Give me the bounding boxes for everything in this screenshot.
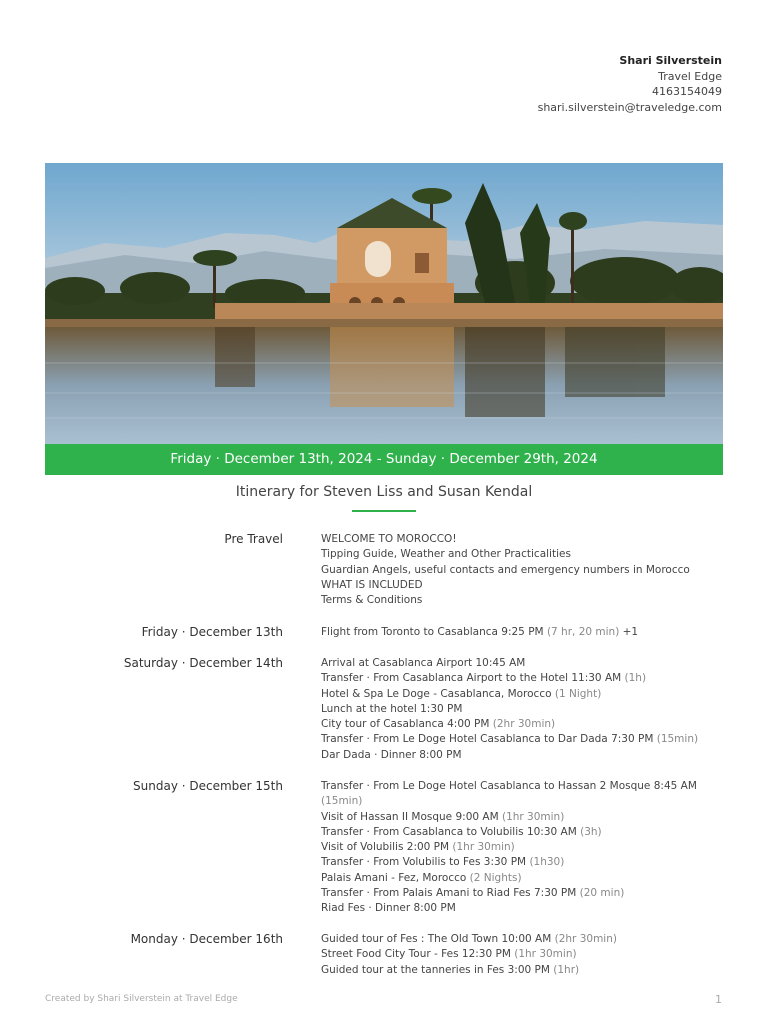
itinerary-item[interactable]: Palais Amani - Fez, Morocco (2 Nights) — [321, 871, 522, 884]
hero-illustration — [45, 163, 723, 444]
itinerary-item[interactable]: Transfer · From Casablanca to Volubilis 10:30 AM (3h) — [321, 825, 602, 838]
itinerary-item[interactable]: WHAT IS INCLUDED — [321, 578, 423, 591]
itinerary-item[interactable]: Guided tour of Fes : The Old Town 10:00 AM (2hr 30min) — [321, 933, 617, 945]
itinerary-item[interactable]: Transfer · From Palais Amani to Riad Fes 7:30 PM (20 min) — [321, 887, 625, 900]
itinerary-item[interactable]: Transfer · From Volubilis to Fes 3:30 PM (1h30) — [321, 856, 565, 869]
footer-credit: Created by Shari Silverstein at Travel Edge — [45, 994, 238, 1004]
day-items — [321, 779, 726, 917]
itinerary-item[interactable]: Street Food City Tour - Fes 12:30 PM (1hr 30min) — [321, 948, 577, 961]
title-underline — [352, 510, 416, 512]
agent-company: Travel Edge — [658, 69, 722, 83]
itinerary-item[interactable]: Terms & Conditions — [321, 594, 423, 607]
itinerary-item[interactable]: Riad Fes · Dinner 8:00 PM — [321, 902, 456, 915]
agent-contact-block — [538, 53, 722, 115]
itinerary-item[interactable]: Dar Dada · Dinner 8:00 PM — [321, 748, 462, 761]
day-items — [321, 932, 726, 978]
day-label: Saturday · December 14th — [123, 656, 283, 670]
itinerary-item[interactable]: Guardian Angels, useful contacts and emergency numbers in Morocco — [321, 563, 690, 576]
day-label: Pre Travel — [224, 532, 283, 546]
itinerary-item[interactable]: Flight from Toronto to Casablanca 9:25 PM (7 hr, 20 min) +1 — [321, 626, 639, 638]
itinerary-item[interactable]: City tour of Casablanca 4:00 PM (2hr 30min) — [321, 718, 556, 731]
agent-phone: 4163154049 — [652, 85, 722, 98]
itinerary-item[interactable]: Visit of Hassan II Mosque 9:00 AM (1hr 30min) — [321, 810, 565, 823]
itinerary-item[interactable]: Hotel & Spa Le Doge - Casablanca, Morocco (1 Night) — [321, 687, 602, 700]
itinerary-title: Itinerary for Steven Liss and Susan Kendal — [235, 484, 533, 500]
day-items — [321, 625, 726, 640]
day-items — [321, 532, 726, 608]
hero-image-marrakech — [45, 163, 723, 444]
day-label: Monday · December 16th — [130, 932, 283, 946]
agent-email: shari.silverstein@traveledge.com — [537, 100, 722, 114]
day-items — [321, 656, 726, 763]
itinerary-item[interactable]: Transfer · From Casablanca Airport to the Hotel 11:30 AM (1h) — [321, 672, 647, 685]
itinerary-item[interactable]: Tipping Guide, Weather and Other Practicalities — [321, 548, 571, 561]
itinerary-item[interactable]: Visit of Volubilis 2:00 PM (1hr 30min) — [321, 841, 515, 854]
page-number: 1 — [715, 993, 722, 1006]
itinerary-item[interactable]: Transfer · From Le Doge Hotel Casablanca to Hassan 2 Mosque 8:45 AM (15min) — [321, 780, 697, 808]
day-label: Sunday · December 15th — [133, 779, 283, 793]
itinerary-item[interactable]: WELCOME TO MOROCCO! — [321, 533, 457, 545]
itinerary-item[interactable]: Arrival at Casablanca Airport 10:45 AM — [321, 657, 526, 669]
itinerary-item[interactable]: Transfer · From Le Doge Hotel Casablanca to Dar Dada 7:30 PM (15min) — [321, 733, 699, 746]
agent-name: Shari Silverstein — [619, 54, 722, 67]
itinerary-item[interactable]: Guided tour at the tanneries in Fes 3:00 PM (1hr) — [321, 963, 580, 976]
day-label: Friday · December 13th — [141, 625, 283, 639]
itinerary-item[interactable]: Lunch at the hotel 1:30 PM — [321, 702, 463, 715]
trip-dates-banner: Friday · December 13th, 2024 - Sunday · December 29th, 2024 — [45, 444, 723, 475]
